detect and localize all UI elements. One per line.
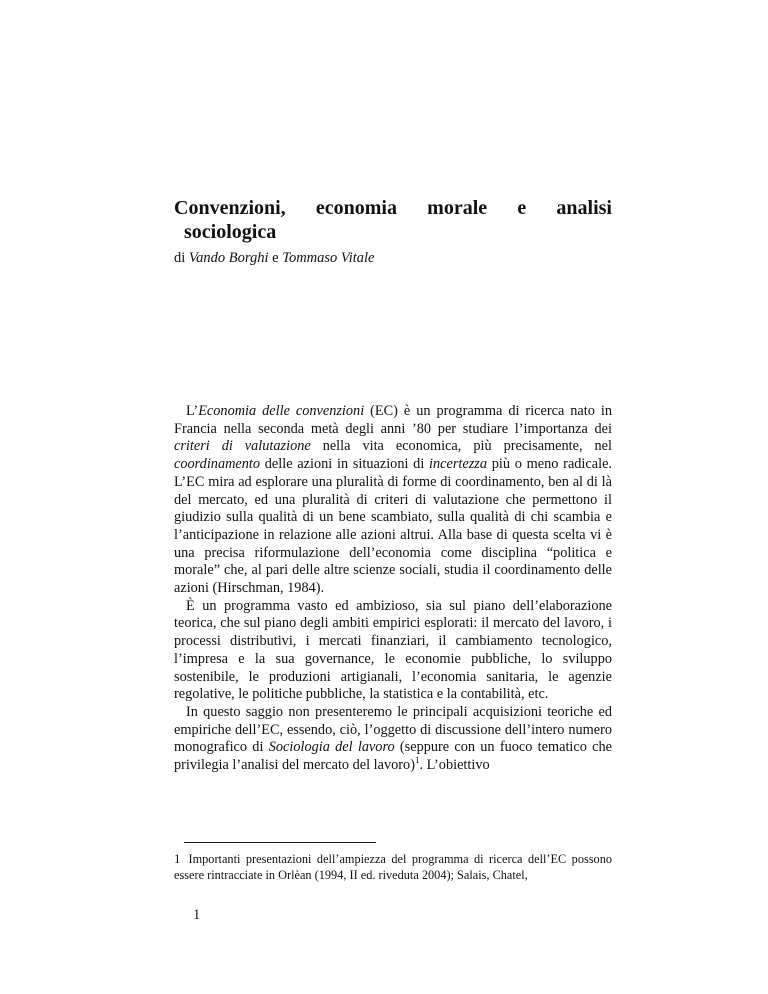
footnote-number: 1	[174, 851, 181, 866]
title-word-4: e	[517, 197, 527, 219]
title-line-2: sociologica	[184, 221, 277, 243]
footnote-text: Importanti presentazioni dell’ampiezza del programma di ricerca dell’EC possono essere rintracciate in Orlèan (1994, II ed. riveduta 2004); Salais, Chatel,	[174, 852, 612, 882]
byline-conjunction: e	[272, 250, 279, 266]
text-run: (seppure con un fuoco tematico che privilegia l’analisi del mercato del lavoro)	[174, 739, 612, 774]
paragraph-3	[174, 704, 612, 775]
byline-prefix: di	[174, 250, 186, 266]
body-text	[174, 403, 612, 775]
paragraph-2: È un programma vasto ed ambizioso, sia sul piano dell’elaborazione teorica, che sul piano degli ambiti empirici esplorati: il mercato del lavoro, i processi distributivi, i mercati finanziari, il cambiamento tecnologico, l’impresa e la sua governance, le economie pubbliche, lo sviluppo sostenibile, le produzioni artigianali, l’economia sanitaria, le agenzie regolative, le politiche pubbliche, la statistica e la contabilità, etc.	[174, 597, 612, 703]
title-word-3: morale	[427, 197, 488, 219]
title-word-2: economia	[315, 197, 397, 219]
italic-term: coordinamento	[174, 456, 261, 473]
italic-term: incertezza	[429, 456, 488, 473]
footnote-divider	[184, 842, 376, 843]
title-word-5: analisi	[556, 197, 612, 219]
paragraph-1	[174, 403, 612, 598]
title-line-1	[174, 196, 612, 220]
article-title	[174, 196, 612, 244]
title-word-1: Convenzioni,	[174, 197, 286, 219]
byline	[174, 249, 374, 267]
text-run: nella vita economica, più precisamente, nel	[310, 438, 612, 455]
text-run: (EC) è un programma di ricerca nato in Francia nella seconda metà degli anni ’80 per studiare l’importanza dei	[174, 403, 612, 437]
italic-term: Economia delle convenzioni	[198, 403, 365, 419]
text-run: In questo saggio non presenteremo le principali acquisizioni teoriche ed empiriche dell’EC, essendo, ciò, l’oggetto di discussione dell’intero numero monografico di	[174, 703, 612, 756]
author-2: Tommaso Vitale	[282, 250, 375, 266]
italic-term: Sociologia del lavoro	[268, 739, 395, 756]
text-run: più o meno radicale. L’EC mira ad esplorare una pluralità di forme di coordinamento, ben al di là del mercato, ed una pluralità di criteri di valutazione che permettono il giudizio sulla qualità di un bene scambiato, sulla qualità di chi scambia e l’anticipazione in relazione alle azioni altrui. Alla base di questa scelta vi è una precisa riformulazione dell’economia come disciplina “politica e morale” che, al pari delle altre scienze sociali, studia il coordinamento delle azioni (Hirschman, 1984).	[174, 456, 612, 597]
text-run: delle azioni in situazioni di	[260, 456, 430, 473]
italic-term: criteri di valutazione	[174, 438, 311, 455]
text-run: . L’obiettivo	[419, 757, 490, 774]
footnote	[174, 851, 612, 883]
page-number: 1	[193, 907, 201, 923]
footnote-ref[interactable]: 1	[414, 755, 420, 766]
text-run: L’	[186, 403, 199, 419]
author-1: Vando Borghi	[188, 250, 269, 266]
